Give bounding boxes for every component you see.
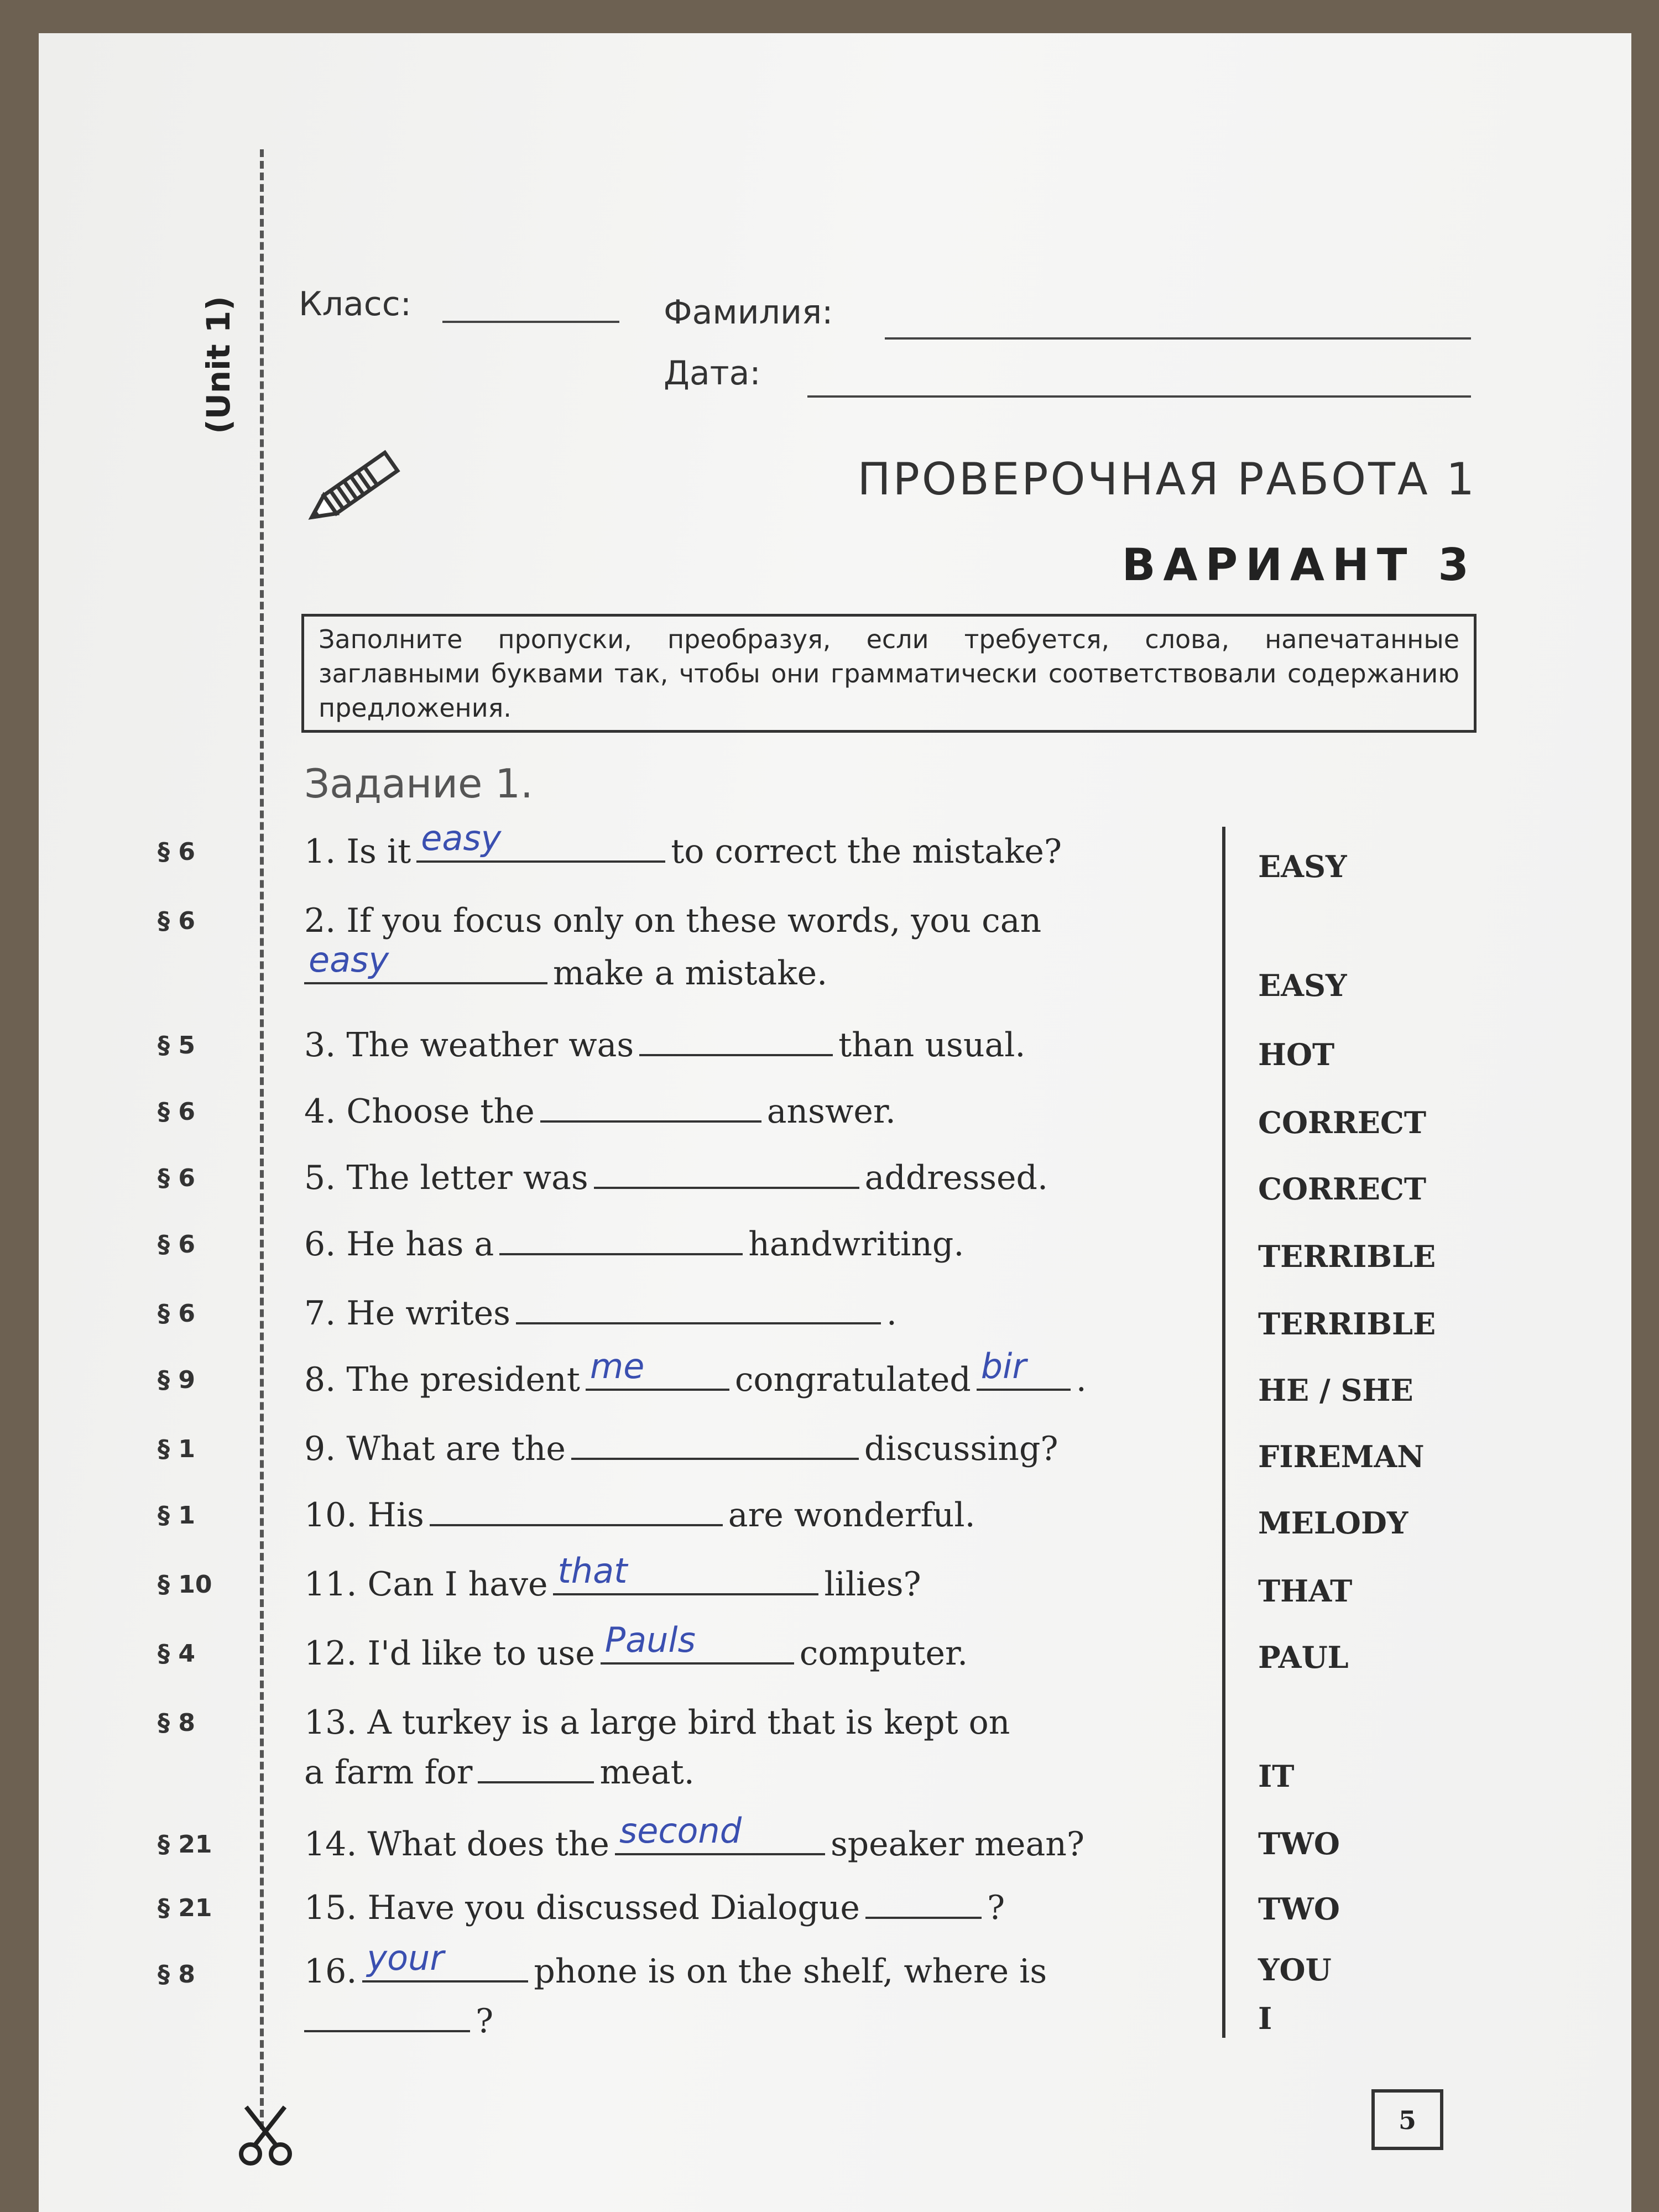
- base-word: THAT: [1258, 1573, 1353, 1609]
- base-word: CORRECT: [1258, 1105, 1427, 1140]
- answer-blank[interactable]: [540, 1093, 761, 1123]
- question-16-line2: ?: [304, 2002, 493, 2041]
- pencil-icon: [299, 437, 420, 531]
- answer-blank[interactable]: [516, 1295, 881, 1324]
- base-word: HOT: [1258, 1037, 1335, 1072]
- paragraph-ref: § 6: [158, 838, 195, 866]
- page-title: ПРОВЕРОЧНАЯ РАБОТА 1: [857, 453, 1477, 505]
- paragraph-ref: § 5: [158, 1031, 195, 1060]
- surname-label: Фамилия:: [664, 293, 833, 332]
- paragraph-ref: § 21: [158, 1830, 212, 1859]
- task-heading: Задание 1.: [304, 760, 533, 807]
- class-field[interactable]: [442, 321, 619, 323]
- paragraph-ref: § 8: [158, 1960, 195, 1989]
- base-word: TERRIBLE: [1258, 1239, 1436, 1274]
- paragraph-ref: § 10: [158, 1571, 212, 1599]
- question-12: 12. I'd like to use Pauls computer.: [304, 1620, 968, 1673]
- question-16: 16. your phone is on the shelf, where is: [304, 1938, 1047, 1991]
- paragraph-ref: § 1: [158, 1435, 195, 1463]
- cut-line: [260, 149, 264, 2129]
- paragraph-ref: § 4: [158, 1640, 195, 1668]
- scissors-icon: [235, 2101, 296, 2168]
- paragraph-ref: § 6: [158, 1230, 195, 1259]
- base-word: HE / SHE: [1258, 1373, 1413, 1408]
- paragraph-ref: § 6: [158, 1300, 195, 1328]
- paragraph-ref: § 6: [158, 907, 195, 935]
- base-word: MELODY: [1258, 1505, 1408, 1541]
- answer-blank[interactable]: [478, 1754, 594, 1783]
- paragraph-ref: § 6: [158, 1098, 195, 1126]
- base-word: CORRECT: [1258, 1171, 1427, 1207]
- answer-blank[interactable]: second: [615, 1825, 825, 1855]
- page-number: 5: [1371, 2089, 1443, 2150]
- question-14: 14. What does the second speaker mean?: [304, 1811, 1085, 1864]
- question-10: 10. His are wonderful.: [304, 1496, 975, 1535]
- answer-blank[interactable]: [304, 2002, 470, 2032]
- question-1: 1. Is it easy to correct the mistake?: [304, 818, 1062, 871]
- question-8: 8. The president me congratulated bir .: [304, 1346, 1087, 1399]
- question-4: 4. Choose the answer.: [304, 1092, 896, 1131]
- words-column-divider: [1222, 827, 1225, 2038]
- answer-blank[interactable]: bir: [977, 1361, 1071, 1391]
- question-6: 6. He has a handwriting.: [304, 1225, 964, 1264]
- answer-blank[interactable]: easy: [416, 833, 665, 863]
- date-field[interactable]: [807, 395, 1471, 398]
- paragraph-ref: § 1: [158, 1501, 195, 1530]
- base-word: TWO: [1258, 1891, 1340, 1927]
- paragraph-ref: § 8: [158, 1709, 195, 1737]
- question-2: 2. If you focus only on these words, you can: [304, 901, 1042, 940]
- question-15: 15. Have you discussed Dialogue ?: [304, 1888, 1005, 1927]
- surname-field[interactable]: [885, 337, 1471, 340]
- answer-blank[interactable]: that: [553, 1566, 818, 1595]
- answer-blank[interactable]: your: [362, 1953, 528, 1983]
- answer-blank[interactable]: [865, 1889, 982, 1919]
- base-word: I: [1258, 2001, 1272, 2036]
- paragraph-ref: § 21: [158, 1894, 212, 1922]
- question-11: 11. Can I have that lilies?: [304, 1551, 921, 1604]
- answer-blank[interactable]: easy: [304, 954, 547, 984]
- variant-title: ВАРИАНТ 3: [1121, 539, 1477, 591]
- base-word: YOU: [1258, 1952, 1332, 1987]
- base-word: IT: [1258, 1759, 1295, 1794]
- answer-blank[interactable]: [639, 1026, 833, 1056]
- paragraph-ref: § 9: [158, 1366, 195, 1394]
- unit-label: (Unit 1): [200, 296, 237, 434]
- date-label: Дата:: [664, 354, 761, 393]
- answer-blank[interactable]: [430, 1496, 723, 1526]
- base-word: TERRIBLE: [1258, 1306, 1436, 1342]
- answer-blank[interactable]: [571, 1430, 859, 1460]
- answer-blank[interactable]: [499, 1225, 743, 1255]
- base-word: EASY: [1258, 968, 1347, 1003]
- paragraph-ref: § 6: [158, 1164, 195, 1192]
- answer-blank[interactable]: me: [586, 1361, 729, 1391]
- base-word: PAUL: [1258, 1640, 1349, 1675]
- base-word: EASY: [1258, 849, 1347, 884]
- question-13: 13. A turkey is a large bird that is kept on: [304, 1703, 1010, 1742]
- question-13-line2: a farm for meat.: [304, 1753, 695, 1792]
- class-label: Класс:: [299, 285, 411, 324]
- question-7: 7. He writes .: [304, 1294, 897, 1333]
- question-3: 3. The weather was than usual.: [304, 1026, 1026, 1065]
- instructions-box: Заполните пропуски, преобразуя, если требуется, слова, напечатанные заглавными буквами так, чтобы они грамматически соответствовали содержанию предложения.: [301, 614, 1477, 733]
- base-word: FIREMAN: [1258, 1439, 1425, 1474]
- answer-blank[interactable]: Pauls: [601, 1635, 794, 1665]
- question-9: 9. What are the discussing?: [304, 1430, 1058, 1468]
- base-word: TWO: [1258, 1826, 1340, 1861]
- question-5: 5. The letter was addressed.: [304, 1159, 1048, 1197]
- question-2-line2: easy make a mistake.: [304, 954, 827, 993]
- answer-blank[interactable]: [594, 1159, 859, 1189]
